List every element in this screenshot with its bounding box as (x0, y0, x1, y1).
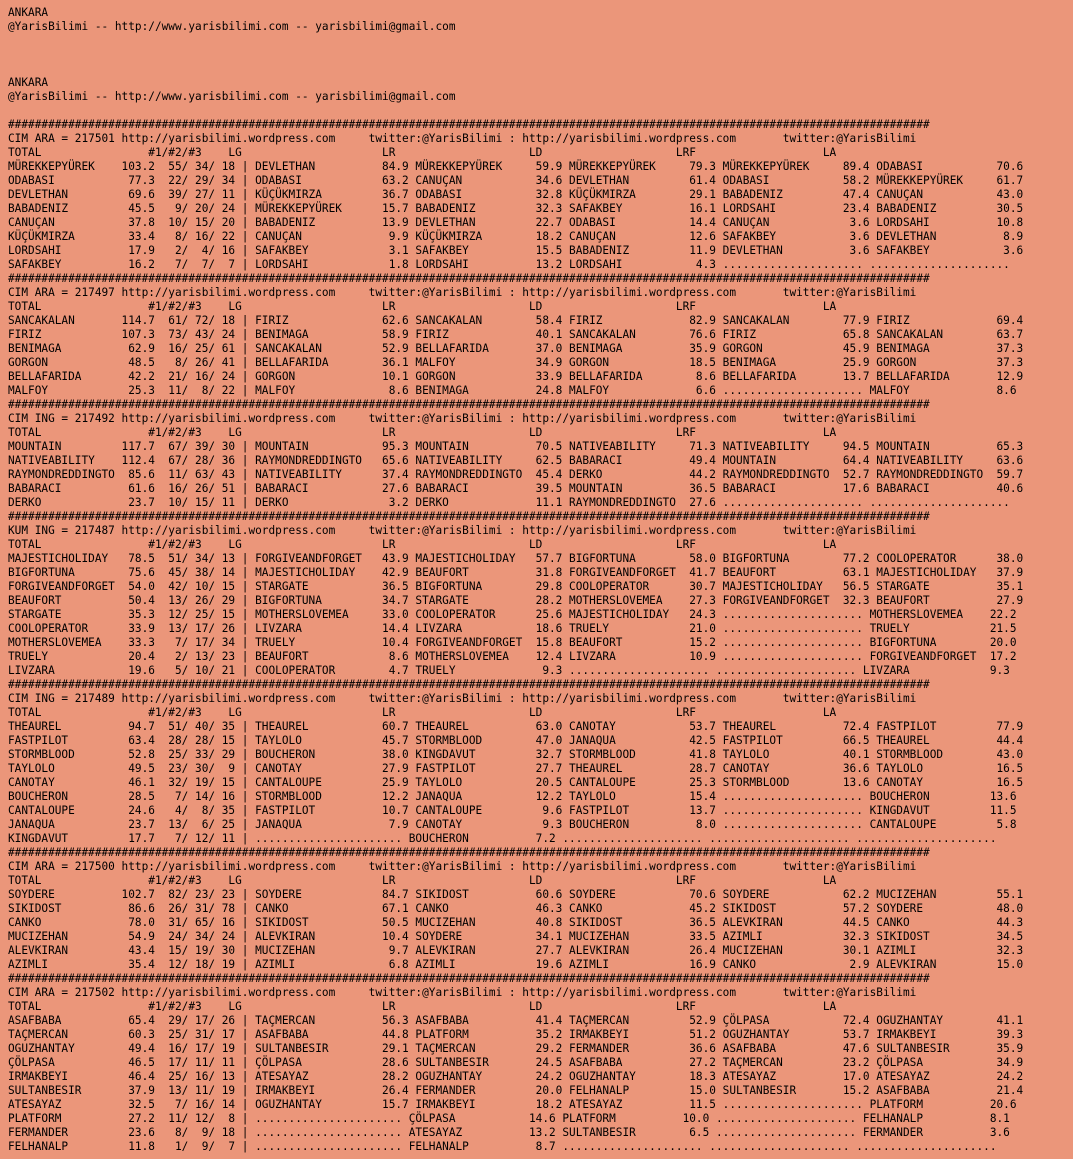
result-row: DERKO 23.7 10/ 15/ 11 | DERKO 3.2 DERKO 11.1 RAYMONDREDDINGTO 27.6 ..................... ..................... (8, 496, 1010, 509)
column-header-line: TOTAL #1/#2/#3 LG LR LD LRF LA (8, 874, 837, 887)
result-row: KÜÇÜKMIRZA 33.4 8/ 16/ 22 | CANUÇAN 9.9 KÜÇÜKMIRZA 18.2 CANUÇAN 12.6 SAFAKBEY 3.6 DEVLETHAN 8.9 (8, 230, 1024, 243)
result-row: MOUNTAIN 117.7 67/ 39/ 30 | MOUNTAIN 95.3 MOUNTAIN 70.5 NATIVEABILITY 71.3 NATIVEABILITY 94.5 MOUNTAIN 65.3 (8, 440, 1024, 453)
result-row: BENIMAGA 62.9 16/ 25/ 61 | SANCAKALAN 52.9 BELLAFARIDA 37.0 BENIMAGA 35.9 GORGON 45.9 BENIMAGA 37.3 (8, 342, 1024, 355)
separator-line: ########################################################################################################################################## (8, 510, 930, 523)
text-line: ANKARA (8, 76, 49, 89)
text-line (8, 48, 1073, 62)
text-line (8, 62, 1073, 76)
column-header-line: TOTAL #1/#2/#3 LG LR LD LRF LA (8, 706, 837, 719)
result-row: ASAFBABA 65.4 29/ 17/ 26 | TAÇMERCAN 56.3 ASAFBABA 41.4 TAÇMERCAN 52.9 ÇÖLPASA 72.4 OGUZHANTAY 41.1 (8, 1014, 1024, 1027)
separator-line: ########################################################################################################################################## (8, 846, 930, 859)
race-header-line: CIM ARA = 217501 http://yarisbilimi.wordpress.com twitter:@YarisBilimi : http://yarisbilimi.wordpress.com twitter:@YarisBilimi (8, 132, 917, 145)
separator-line: ########################################################################################################################################## (8, 678, 930, 691)
column-header-line: TOTAL #1/#2/#3 LG LR LD LRF LA (8, 1000, 837, 1013)
result-row: SAFAKBEY 16.2 7/ 7/ 7 | LORDSAHI 1.8 LORDSAHI 13.2 LORDSAHI 4.3 ..................... ..................... (8, 258, 1010, 271)
result-row: SULTANBESIR 37.9 13/ 11/ 19 | IRMAKBEYI 26.4 FERMANDER 20.0 FELHANALP 15.0 SULTANBESIR 15.2 ASAFBABA 21.4 (8, 1084, 1024, 1097)
result-row: LORDSAHI 17.9 2/ 4/ 16 | SAFAKBEY 3.1 SAFAKBEY 15.5 BABADENIZ 11.9 DEVLETHAN 3.6 SAFAKBEY 3.6 (8, 244, 1024, 257)
result-row: MÜREKKEPYÜREK 103.2 55/ 34/ 18 | DEVLETHAN 84.9 MÜREKKEPYÜREK 59.9 MÜREKKEPYÜREK 79.3 MÜREKKEPYÜREK 89.4 ODABASI 70.6 (8, 160, 1024, 173)
text-line: @YarisBilimi -- http://www.yarisbilimi.com -- yarisbilimi@gmail.com (8, 90, 456, 103)
result-row: KINGDAVUT 17.7 7/ 12/ 11 | ...................... BOUCHERON 7.2 ..................... ..................... ..................... (8, 832, 997, 845)
column-header-line: TOTAL #1/#2/#3 LG LR LD LRF LA (8, 426, 837, 439)
race-header-line: CIM ING = 217492 http://yarisbilimi.wordpress.com twitter:@YarisBilimi : http://yarisbilimi.wordpress.com twitter:@YarisBilimi (8, 412, 917, 425)
result-row: BABADENIZ 45.5 9/ 20/ 24 | MÜREKKEPYÜREK 15.7 BABADENIZ 32.3 SAFAKBEY 16.1 LORDSAHI 23.4 BABADENIZ 30.5 (8, 202, 1024, 215)
separator-line: ########################################################################################################################################## (8, 118, 930, 131)
result-row: FORGIVEANDFORGET 54.0 42/ 10/ 15 | STARGATE 36.5 BIGFORTUNA 29.8 COOLOPERATOR 30.7 MAJESTICHOLIDAY 56.5 STARGATE 35.1 (8, 580, 1024, 593)
result-row: FASTPILOT 63.4 28/ 28/ 15 | TAYLOLO 45.7 STORMBLOOD 47.0 JANAQUA 42.5 FASTPILOT 66.5 THEAUREL 44.4 (8, 734, 1024, 747)
result-row: RAYMONDREDDINGTO 85.6 11/ 63/ 43 | NATIVEABILITY 37.4 RAYMONDREDDINGTO 45.4 DERKO 44.2 RAYMONDREDDINGTO 52.7 RAYMONDREDDINGTO 59.7 (8, 468, 1024, 481)
result-row: TAYLOLO 49.5 23/ 30/ 9 | CANOTAY 27.9 FASTPILOT 27.7 THEAUREL 28.7 CANOTAY 36.6 TAYLOLO 16.5 (8, 762, 1024, 775)
result-row: BIGFORTUNA 75.6 45/ 38/ 14 | MAJESTICHOLIDAY 42.9 BEAUFORT 31.8 FORGIVEANDFORGET 41.7 BEAUFORT 63.1 MAJESTICHOLIDAY 37.9 (8, 566, 1024, 579)
result-row: TAÇMERCAN 60.3 25/ 31/ 17 | ASAFBABA 44.8 PLATFORM 35.2 IRMAKBEYI 51.2 OGUZHANTAY 53.7 IRMAKBEYI 39.3 (8, 1028, 1024, 1041)
text-line (8, 34, 1073, 48)
result-row: GORGON 48.5 8/ 26/ 41 | BELLAFARIDA 36.1 MALFOY 34.9 GORGON 18.5 BENIMAGA 25.9 GORGON 37.3 (8, 356, 1024, 369)
result-row: SANCAKALAN 114.7 61/ 72/ 18 | FIRIZ 62.6 SANCAKALAN 58.4 FIRIZ 82.9 SANCAKALAN 77.9 FIRIZ 69.4 (8, 314, 1024, 327)
text-line: @YarisBilimi -- http://www.yarisbilimi.com -- yarisbilimi@gmail.com (8, 20, 456, 33)
separator-line: ########################################################################################################################################## (8, 398, 930, 411)
result-row: MALFOY 25.3 11/ 8/ 22 | MALFOY 8.6 BENIMAGA 24.8 MALFOY 6.6 ..................... MALFOY 8.6 (8, 384, 1017, 397)
result-row: SOYDERE 102.7 82/ 23/ 23 | SOYDERE 84.7 SIKIDOST 60.6 SOYDERE 70.6 SOYDERE 62.2 MUCIZEHAN 55.1 (8, 888, 1024, 901)
result-row: NATIVEABILITY 112.4 67/ 28/ 36 | RAYMONDREDDINGTO 65.6 NATIVEABILITY 62.5 BABARACI 49.4 MOUNTAIN 64.4 NATIVEABILITY 63.6 (8, 454, 1024, 467)
text-line: ANKARA (8, 6, 49, 19)
result-row: CANOTAY 46.1 32/ 19/ 15 | CANTALOUPE 25.9 TAYLOLO 20.5 CANTALOUPE 25.3 STORMBLOOD 13.6 CANOTAY 16.5 (8, 776, 1024, 789)
result-row: THEAUREL 94.7 51/ 40/ 35 | THEAUREL 60.7 THEAUREL 63.0 CANOTAY 53.7 THEAUREL 72.4 FASTPILOT 77.9 (8, 720, 1024, 733)
result-row: ODABASI 77.3 22/ 29/ 34 | ODABASI 63.2 CANUÇAN 34.6 DEVLETHAN 61.4 ODABASI 58.2 MÜREKKEPYÜREK 61.7 (8, 174, 1024, 187)
result-row: IRMAKBEYI 46.4 25/ 16/ 13 | ATESAYAZ 28.2 OGUZHANTAY 24.2 OGUZHANTAY 18.3 ATESAYAZ 17.0 ATESAYAZ 24.2 (8, 1070, 1024, 1083)
result-row: FIRIZ 107.3 73/ 43/ 24 | BENIMAGA 58.9 FIRIZ 40.1 SANCAKALAN 76.6 FIRIZ 65.8 SANCAKALAN 63.7 (8, 328, 1024, 341)
result-row: ÇÖLPASA 46.5 17/ 11/ 11 | ÇÖLPASA 28.6 SULTANBESIR 24.5 ASAFBABA 27.2 TAÇMERCAN 23.2 ÇÖLPASA 34.9 (8, 1056, 1024, 1069)
result-row: CANKO 78.0 31/ 65/ 16 | SIKIDOST 50.5 MUCIZEHAN 40.8 SIKIDOST 36.5 ALEVKIRAN 44.5 CANKO 44.3 (8, 916, 1024, 929)
result-row: JANAQUA 23.7 13/ 6/ 25 | JANAQUA 7.9 CANOTAY 9.3 BOUCHERON 8.0 ..................... CANTALOUPE 5.8 (8, 818, 1017, 831)
result-row: STARGATE 35.3 12/ 25/ 15 | MOTHERSLOVEMEA 33.0 COOLOPERATOR 25.6 MAJESTICHOLIDAY 24.3 ..................... MOTHERSLOVEMEA 22.2 (8, 608, 1017, 621)
result-row: BEAUFORT 50.4 13/ 26/ 29 | BIGFORTUNA 34.7 STARGATE 28.2 MOTHERSLOVEMEA 27.3 FORGIVEANDFORGET 32.3 BEAUFORT 27.9 (8, 594, 1024, 607)
result-row: BELLAFARIDA 42.2 21/ 16/ 24 | GORGON 10.1 GORGON 33.9 BELLAFARIDA 8.6 BELLAFARIDA 13.7 BELLAFARIDA 12.9 (8, 370, 1024, 383)
race-header-line: CIM ARA = 217497 http://yarisbilimi.wordpress.com twitter:@YarisBilimi : http://yarisbilimi.wordpress.com twitter:@YarisBilimi (8, 286, 917, 299)
result-row: FERMANDER 23.6 8/ 9/ 18 | ...................... ATESAYAZ 13.2 SULTANBESIR 6.5 ..................... FERMANDER 3.6 (8, 1126, 1010, 1139)
result-row: MAJESTICHOLIDAY 78.5 51/ 34/ 13 | FORGIVEANDFORGET 43.9 MAJESTICHOLIDAY 57.7 BIGFORTUNA 58.0 BIGFORTUNA 77.2 COOLOPERATOR 38.0 (8, 552, 1024, 565)
result-row: PLATFORM 27.2 11/ 12/ 8 | ...................... ÇÖLPASA 14.6 PLATFORM 10.0 ..................... FELHANALP 8.1 (8, 1112, 1010, 1125)
race-header-line: KUM ING = 217487 http://yarisbilimi.wordpress.com twitter:@YarisBilimi : http://yarisbilimi.wordpress.com twitter:@YarisBilimi (8, 524, 917, 537)
race-header-line: CIM ING = 217489 http://yarisbilimi.wordpress.com twitter:@YarisBilimi : http://yarisbilimi.wordpress.com twitter:@YarisBilimi (8, 692, 917, 705)
result-row: ALEVKIRAN 43.4 15/ 19/ 30 | MUCIZEHAN 9.7 ALEVKIRAN 27.7 ALEVKIRAN 26.4 MUCIZEHAN 30.1 AZIMLI 32.3 (8, 944, 1024, 957)
result-row: MUCIZEHAN 54.9 24/ 34/ 24 | ALEVKIRAN 10.4 SOYDERE 34.1 MUCIZEHAN 33.5 AZIMLI 32.3 SIKIDOST 34.5 (8, 930, 1024, 943)
result-row: ATESAYAZ 32.5 7/ 16/ 14 | OGUZHANTAY 15.7 IRMAKBEYI 18.2 ATESAYAZ 11.5 ..................... PLATFORM 20.6 (8, 1098, 1017, 1111)
result-row: CANUÇAN 37.8 10/ 15/ 20 | BABADENIZ 13.9 DEVLETHAN 22.7 ODABASI 14.4 CANUÇAN 3.6 LORDSAHI 10.8 (8, 216, 1024, 229)
result-row: STORMBLOOD 52.8 25/ 33/ 29 | BOUCHERON 38.0 KINGDAVUT 32.7 STORMBLOOD 41.8 TAYLOLO 40.1 STORMBLOOD 43.0 (8, 748, 1024, 761)
separator-line: ########################################################################################################################################## (8, 972, 930, 985)
race-header-line: CIM ARA = 217500 http://yarisbilimi.wordpress.com twitter:@YarisBilimi : http://yarisbilimi.wordpress.com twitter:@YarisBilimi (8, 860, 917, 873)
result-row: MOTHERSLOVEMEA 33.3 7/ 17/ 34 | TRUELY 10.4 FORGIVEANDFORGET 15.8 BEAUFORT 15.2 ..................... BIGFORTUNA 20.0 (8, 636, 1017, 649)
text-line (8, 104, 1073, 118)
result-row: SIKIDOST 86.6 26/ 31/ 78 | CANKO 67.1 CANKO 46.3 CANKO 45.2 SIKIDOST 57.2 SOYDERE 48.0 (8, 902, 1024, 915)
result-row: CANTALOUPE 24.6 4/ 8/ 35 | FASTPILOT 10.7 CANTALOUPE 9.6 FASTPILOT 13.7 ..................... KINGDAVUT 11.5 (8, 804, 1017, 817)
separator-line: ########################################################################################################################################## (8, 272, 930, 285)
result-row: LIVZARA 19.6 5/ 10/ 21 | COOLOPERATOR 4.7 TRUELY 9.3 ..................... ..................... LIVZARA 9.3 (8, 664, 1010, 677)
result-row: TRUELY 20.4 2/ 13/ 23 | BEAUFORT 8.6 MOTHERSLOVEMEA 12.4 LIVZARA 10.9 ..................... FORGIVEANDFORGET 17.2 (8, 650, 1017, 663)
result-row: AZIMLI 35.4 12/ 18/ 19 | AZIMLI 6.8 AZIMLI 19.6 AZIMLI 16.9 CANKO 2.9 ALEVKIRAN 15.0 (8, 958, 1024, 971)
race-header-line: CIM ARA = 217502 http://yarisbilimi.wordpress.com twitter:@YarisBilimi : http://yarisbilimi.wordpress.com twitter:@YarisBilimi (8, 986, 917, 999)
column-header-line: TOTAL #1/#2/#3 LG LR LD LRF LA (8, 538, 837, 551)
result-row: FELHANALP 11.8 1/ 9/ 7 | ...................... FELHANALP 8.7 ..................... ..................... ..................... (8, 1140, 997, 1153)
column-header-line: TOTAL #1/#2/#3 LG LR LD LRF LA (8, 300, 837, 313)
result-row: DEVLETHAN 69.6 39/ 27/ 11 | KÜÇÜKMIRZA 36.7 ODABASI 32.8 KÜÇÜKMIRZA 29.1 BABADENIZ 47.4 CANUÇAN 43.0 (8, 188, 1024, 201)
result-row: COOLOPERATOR 33.9 13/ 17/ 26 | LIVZARA 14.4 LIVZARA 18.6 TRUELY 21.0 ..................... TRUELY 21.5 (8, 622, 1017, 635)
result-row: OGUZHANTAY 49.4 16/ 17/ 19 | SULTANBESIR 29.1 TAÇMERCAN 29.2 FERMANDER 36.6 ASAFBABA 47.6 SULTANBESIR 35.9 (8, 1042, 1024, 1055)
column-header-line: TOTAL #1/#2/#3 LG LR LD LRF LA (8, 146, 837, 159)
result-row: BOUCHERON 28.5 7/ 14/ 16 | STORMBLOOD 12.2 JANAQUA 12.2 TAYLOLO 15.4 ..................... BOUCHERON 13.6 (8, 790, 1017, 803)
result-row: BABARACI 61.6 16/ 26/ 51 | BABARACI 27.6 BABARACI 39.5 MOUNTAIN 36.5 BABARACI 17.6 BABARACI 40.6 (8, 482, 1024, 495)
